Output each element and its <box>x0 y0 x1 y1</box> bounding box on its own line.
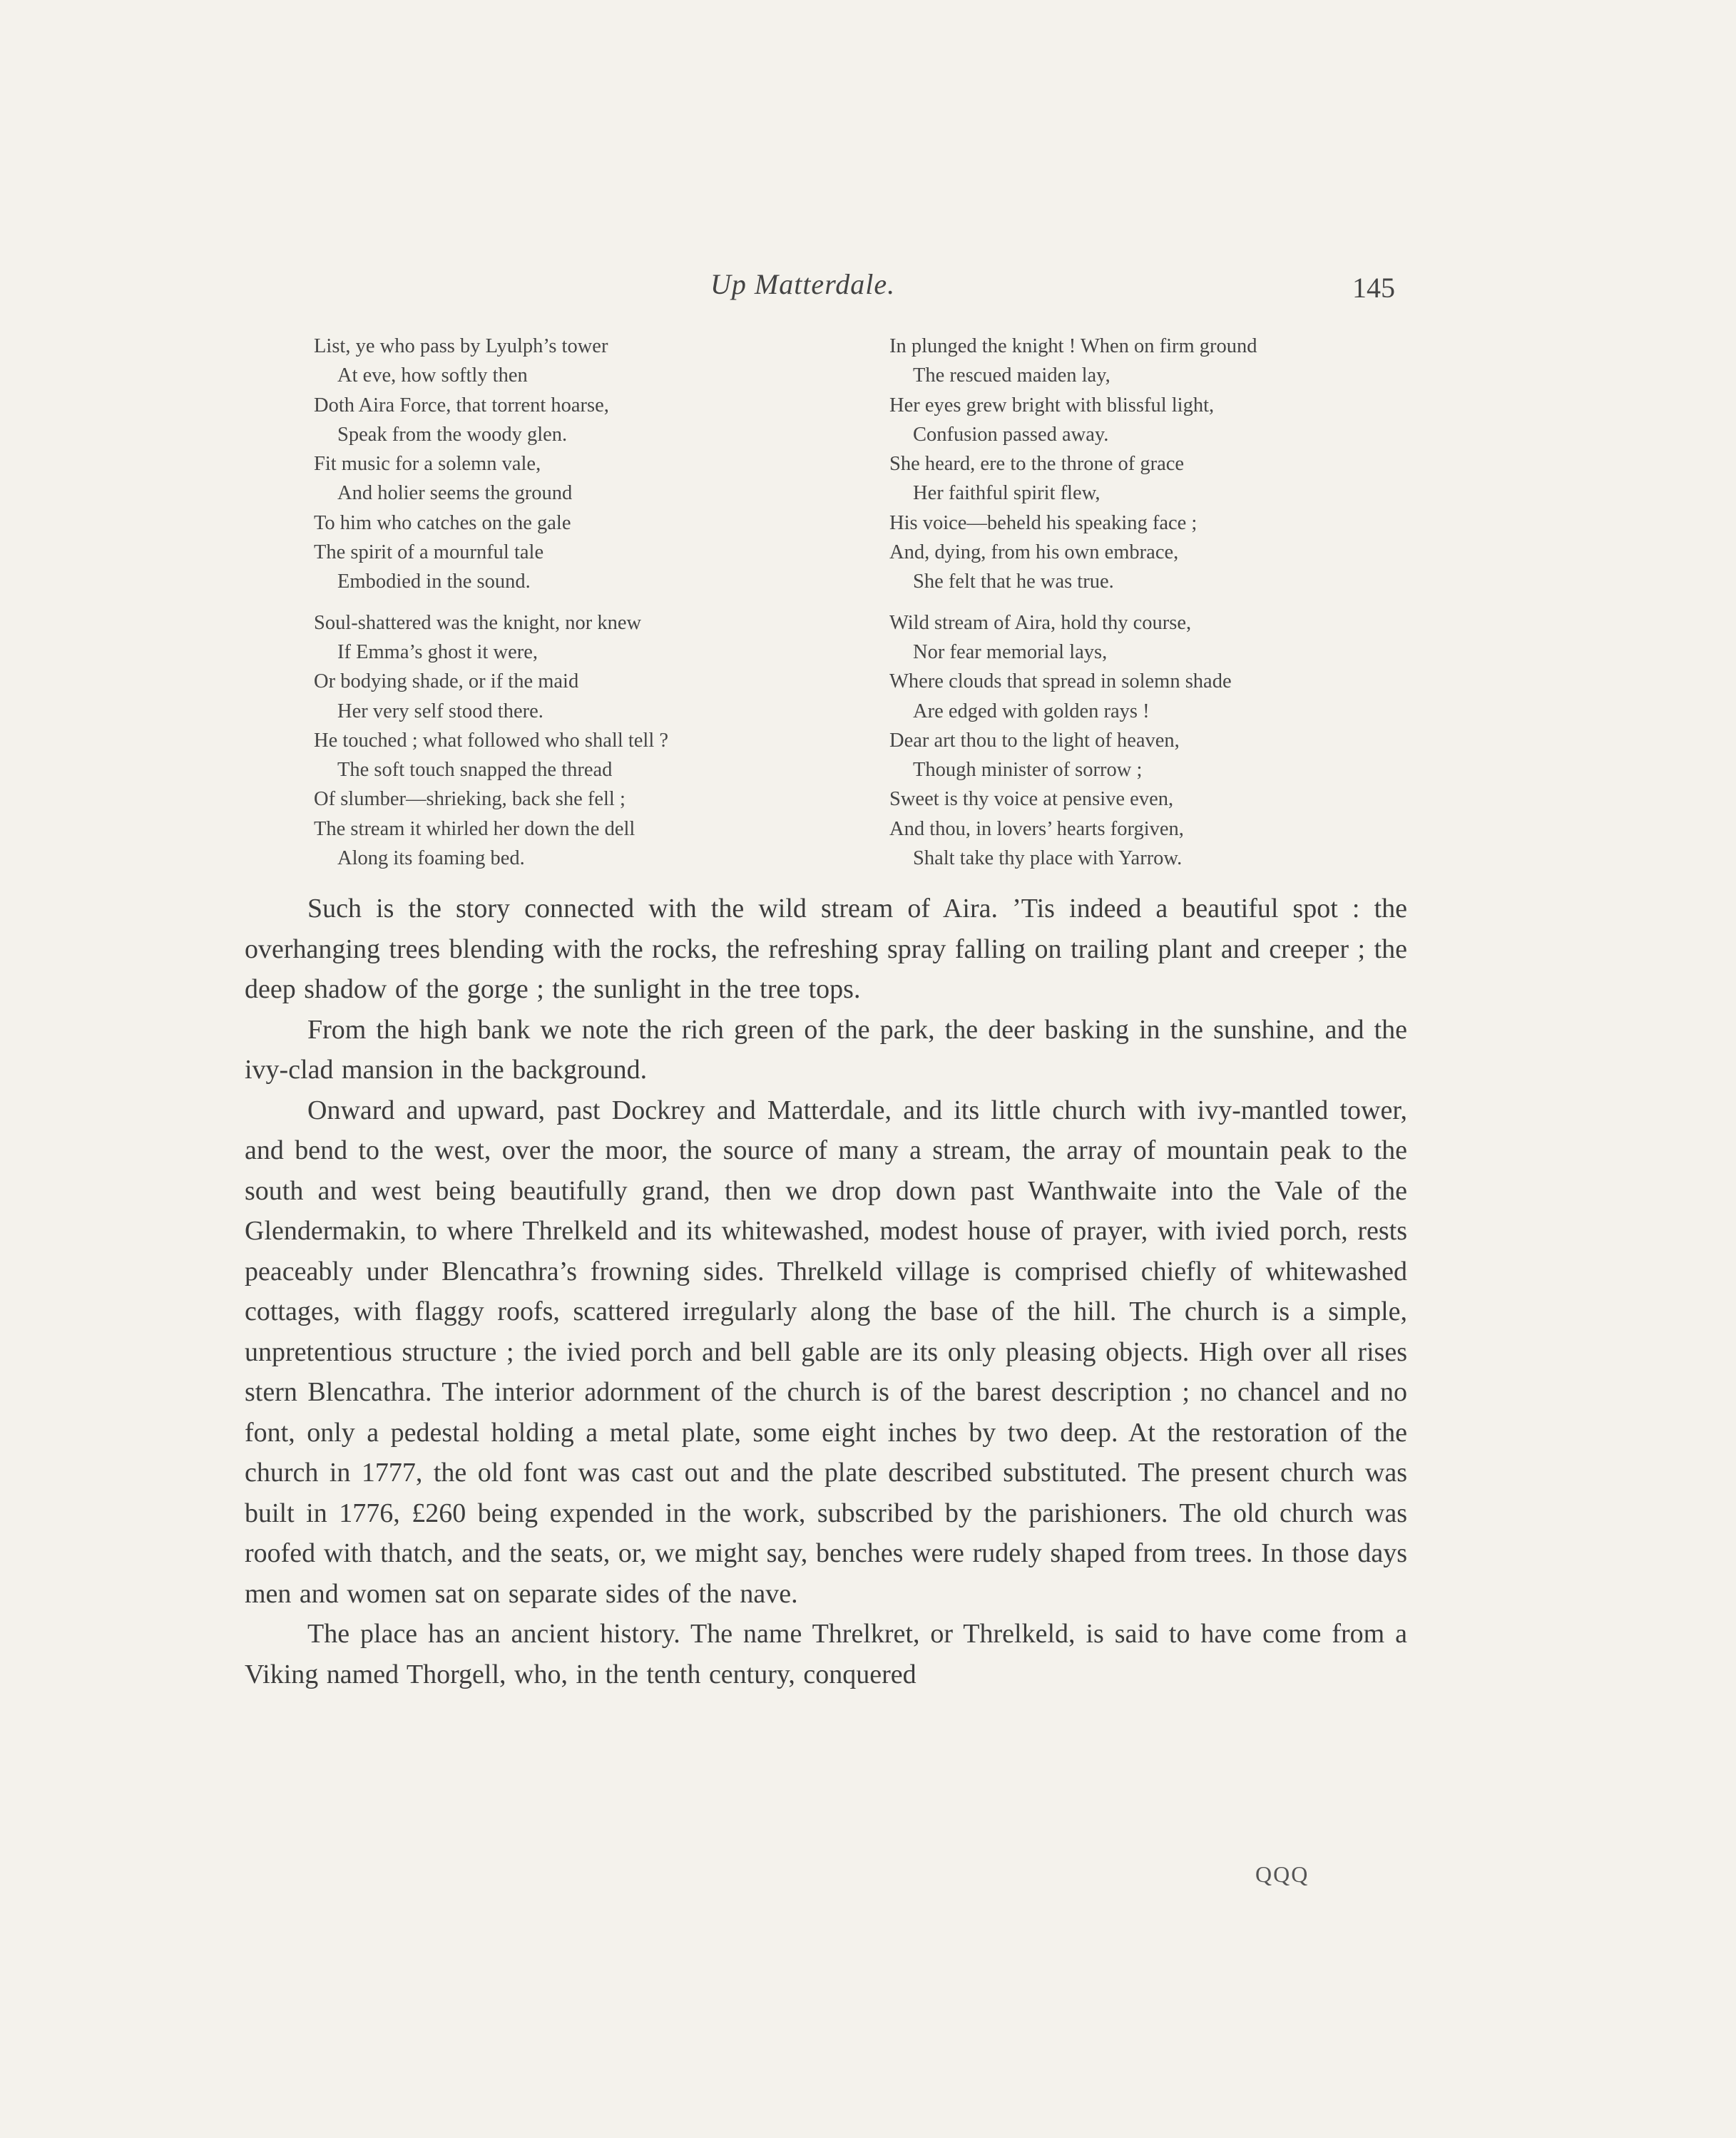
poem-line: Along its foaming bed. <box>337 847 525 870</box>
poem-line: Or bodying shade, or if the maid <box>314 670 579 693</box>
poem-line: In plunged the knight ! When on firm ground <box>889 335 1257 357</box>
poem-line: She heard, ere to the throne of grace <box>889 453 1185 476</box>
prose-body <box>245 889 1407 1694</box>
poem-line: Embodied in the sound. <box>337 571 531 593</box>
signature-mark: QQQ <box>1255 1861 1309 1887</box>
poem-line: Dear art thou to the light of heaven, <box>889 729 1180 752</box>
poem-line: Wild stream of Aira, hold thy course, <box>889 611 1192 634</box>
poem-line: Where clouds that spread in solemn shade <box>889 670 1232 693</box>
poem-line: He touched ; what followed who shall tell ? <box>314 729 669 752</box>
poem-line: Fit music for a solemn vale, <box>314 453 541 476</box>
poem-line: She felt that he was true. <box>913 571 1114 593</box>
poem-line: Her faithful spirit flew, <box>913 482 1101 505</box>
paragraph: From the high bank we note the rich green of the park, the deer basking in the sunshine, and the ivy-clad mansion in the background. <box>245 1014 1407 1085</box>
poem-line: Though minister of sorrow ; <box>913 759 1143 782</box>
poem-stanza <box>314 608 842 874</box>
poem-line: Her eyes grew bright with blissful light, <box>889 394 1215 416</box>
poem-stanza <box>314 332 842 597</box>
poem-line: The spirit of a mournful tale <box>314 541 544 564</box>
poem-line: And holier seems the ground <box>337 482 573 505</box>
poem-line: Of slumber—shrieking, back she fell ; <box>314 788 626 811</box>
paragraph: Such is the story connected with the wild stream of Aira. ’Tis indeed a beautiful spot : the overhanging trees blending with the rocks, the refreshing spray falling on trailing plant and creeper ; the deep shadow of the gorge ; the sunlight in the tree tops. <box>245 894 1407 1004</box>
poem-column-right <box>889 332 1431 873</box>
poem-line: Shalt take thy place with Yarrow. <box>913 847 1183 870</box>
poem-line: Speak from the woody glen. <box>337 423 568 446</box>
poem-line: The rescued maiden lay, <box>913 364 1110 387</box>
poem-line: Her very self stood there. <box>337 700 543 722</box>
poem-line: And, dying, from his own embrace, <box>889 541 1179 564</box>
poem-line: List, ye who pass by Lyulph’s tower <box>314 335 608 357</box>
poem-line: The stream it whirled her down the dell <box>314 817 635 840</box>
paragraph: Onward and upward, past Dockrey and Matterdale, and its little church with ivy-mantled tower, and bend to the west, over the moor, the source of many a stream, the array of mountain peak to the south and west being beautifully grand, then we drop down past Wanthwaite into the Vale of the Glendermakin, to where Threlkeld and its whitewashed, modest house of prayer, with ivied porch, rests peaceably under Blencathra’s frowning sides. Threlkeld village is comprised chiefly of whitewashed cottages, with flaggy roofs, scattered irregularly along the base of the hill. The church is a simple, unpretentious structure ; the ivied porch and bell gable are its only pleasing objects. High over all rises stern Blencathra. The interior adornment of the church is of the barest description ; no chancel and no font, only a pedestal holding a metal plate, some eight inches by two deep. At the restoration of the church in 1777, the old font was cast out and the plate described substituted. The present church was built in 1776, £260 being expended in the work, subscribed by the parishioners. The old church was roofed with thatch, and the seats, or, we might say, benches were rudely shaped from trees. In those days men and women sat on separate sides of the nave. <box>245 1095 1407 1609</box>
poem-line: Sweet is thy voice at pensive even, <box>889 788 1174 811</box>
page-number: 145 <box>1352 272 1395 304</box>
poem-line: The soft touch snapped the thread <box>337 759 613 782</box>
poem-line: If Emma’s ghost it were, <box>337 640 538 663</box>
poem-line: Nor fear memorial lays, <box>913 640 1108 663</box>
poem-line: Confusion passed away. <box>913 423 1109 446</box>
poem-line: To him who catches on the gale <box>314 511 571 534</box>
poem-line: Soul-shattered was the knight, nor knew <box>314 611 642 634</box>
poem-line: And thou, in lovers’ hearts forgiven, <box>889 817 1184 840</box>
paragraph: The place has an ancient history. The name Threlkret, or Threlkeld, is said to have come from a Viking named Thorgell, who, in the tenth century, conquered <box>245 1619 1407 1689</box>
poem-stanza <box>889 608 1431 874</box>
poem-column-left <box>314 332 842 873</box>
poem-line: Doth Aira Force, that torrent hoarse, <box>314 394 609 416</box>
running-title: Up Matterdale. <box>710 268 896 300</box>
poem-line: At eve, how softly then <box>337 364 528 387</box>
poem-line: Are edged with golden rays ! <box>913 700 1150 722</box>
poem-line: His voice—beheld his speaking face ; <box>889 511 1198 534</box>
poem-stanza <box>889 332 1431 597</box>
